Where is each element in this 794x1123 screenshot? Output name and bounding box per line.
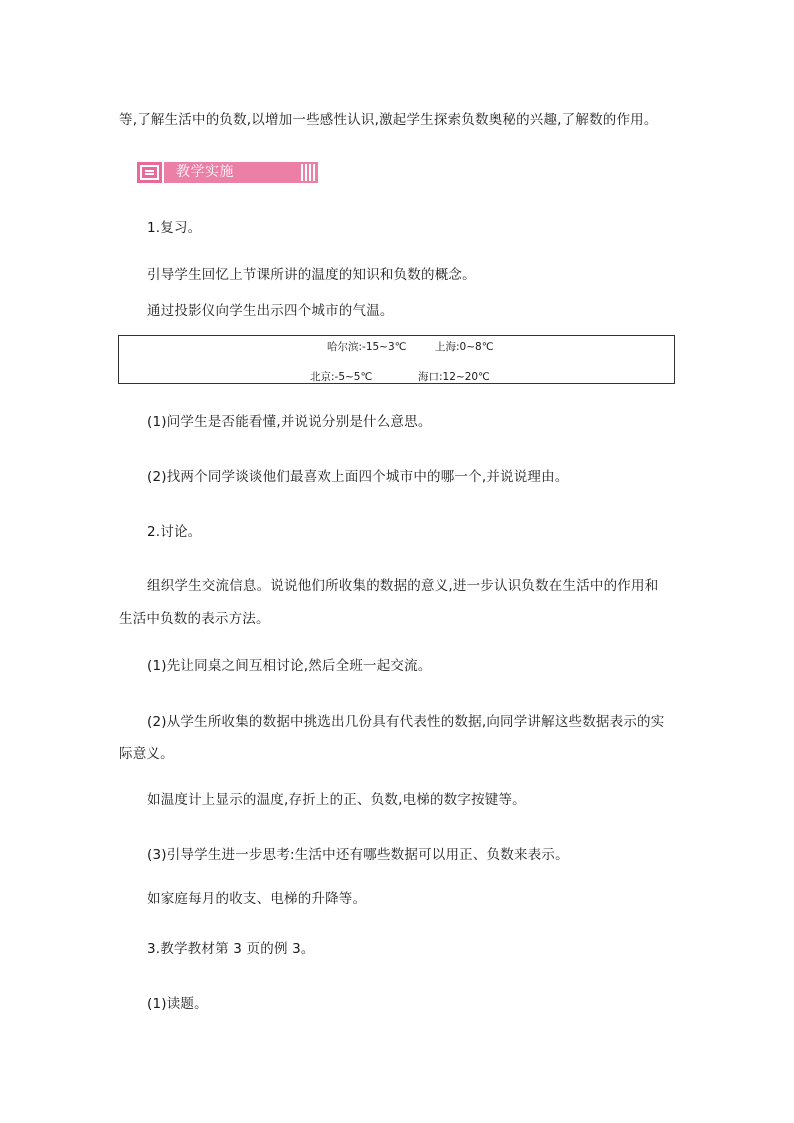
temperature-beijing [310, 370, 372, 384]
review-heading: 1.复习。 [147, 220, 202, 236]
review-item-1: (1)问学生是否能看懂,并说说分别是什么意思。 [147, 414, 432, 430]
discussion-item-3: (3)引导学生进一步思考:生活中还有哪些数据可以用正、负数来表示。 [147, 847, 569, 863]
discussion-paragraph-line-1: 组织学生交流信息。说说他们所收集的数据的意义,进一步认识负数在生活中的作用和 [147, 578, 659, 594]
teaching-item-1: (1)读题。 [147, 996, 208, 1012]
section-number-badge [137, 162, 162, 183]
teaching-heading: 3.教学教材第 3 页的例 3。 [147, 941, 315, 957]
temperature-shanghai [435, 340, 494, 354]
city-range: :0~8℃ [456, 341, 494, 353]
section-title: 教学实施 [176, 164, 234, 180]
review-paragraph-2: 通过投影仪向学生出示四个城市的气温。 [147, 303, 394, 319]
temperature-box [118, 335, 675, 384]
city-range: :-15~3℃ [358, 341, 407, 353]
discussion-heading: 2.讨论。 [147, 524, 202, 540]
city-range: :-5~5℃ [331, 371, 373, 383]
section-title-box [164, 162, 318, 183]
review-paragraph-1: 引导学生回忆上节课所讲的温度的知识和负数的概念。 [147, 267, 476, 283]
city-name: 北京 [310, 371, 331, 383]
temperature-harbin [327, 340, 406, 354]
discussion-item-2-line-2: 际意义。 [119, 746, 174, 762]
intro-line: 等,了解生活中的负数,以增加一些感性认识,激起学生探索负数奥秘的兴趣,了解数的作用。 [119, 112, 658, 128]
city-name: 哈尔滨 [327, 341, 359, 353]
city-name: 上海 [435, 341, 456, 353]
review-item-2: (2)找两个同学谈谈他们最喜欢上面四个城市中的哪一个,并说说理由。 [147, 469, 569, 485]
discussion-item-2-line-1: (2)从学生所收集的数据中挑选出几份具有代表性的数据,向同学讲解这些数据表示的实 [147, 714, 665, 730]
discussion-example-1: 如温度计上显示的温度,存折上的正、负数,电梯的数字按键等。 [147, 792, 526, 808]
discussion-example-2: 如家庭每月的收支、电梯的升降等。 [147, 891, 367, 907]
discussion-item-1: (1)先让同桌之间互相讨论,然后全班一起交流。 [147, 658, 432, 674]
temperature-haikou [418, 370, 490, 384]
section-heading [137, 162, 318, 183]
discussion-paragraph-line-2: 生活中负数的表示方法。 [119, 611, 270, 627]
city-name: 海口 [418, 371, 439, 383]
city-range: :12~20℃ [439, 371, 490, 383]
